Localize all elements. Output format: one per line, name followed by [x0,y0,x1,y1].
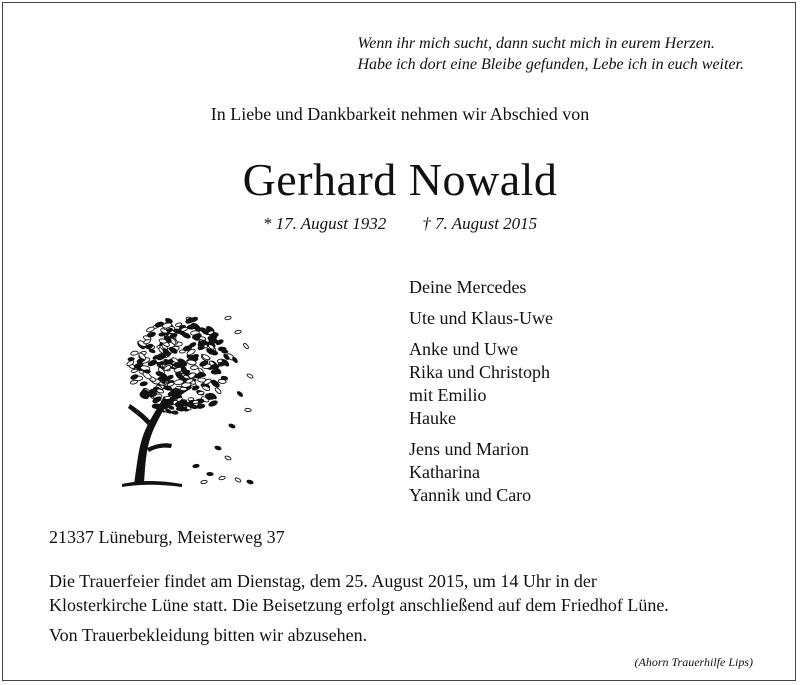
motto-verse [357,33,744,75]
funeral-service-info [49,569,669,617]
mourning-attire-note: Von Trauerbekleidung bitten wir abzusehen. [49,625,368,645]
death-date: † 7. August 2015 [422,214,538,233]
mourner-group [409,276,553,299]
mourner-name: Yannik und Caro [409,485,532,505]
intro-text: In Liebe und Dankbarkeit nehmen wir Abschied von [210,104,590,124]
mourner-name: Hauke [409,408,456,428]
mourner-name: Katharina [409,462,480,482]
mourner-name: Deine Mercedes [409,277,527,297]
family-address: 21337 Lüneburg, Meisterweg 37 [49,527,285,547]
service-line-1: Die Trauerfeier findet am Dienstag, dem 25. August 2015, um 14 Uhr in der [49,571,597,591]
mourners-list [409,276,553,515]
mourner-name: Anke und Uwe [409,339,518,359]
mourner-name: mit Emilio [409,385,487,405]
mourner-name: Ute und Klaus-Uwe [409,308,553,328]
deceased-name: Gerhard Nowald [242,154,558,205]
mourner-group [409,338,553,430]
mourner-group [409,307,553,330]
life-dates [0,214,800,234]
service-line-2: Klosterkirche Lüne statt. Die Beisetzung erfolgt anschließend auf dem Friedhof Lüne. [49,595,669,615]
mourner-group [409,438,553,507]
birth-date: * 17. August 1932 [262,214,387,233]
mourner-name: Jens und Marion [409,439,529,459]
motto-line-2: Habe ich dort eine Bleibe gefunden, Lebe ich in euch weiter. [357,56,744,73]
motto-line-1: Wenn ihr mich sucht, dann sucht mich in eurem Herzen. [357,35,715,52]
funeral-home-credit: (Ahorn Trauerhilfe Lips) [634,655,753,669]
windblown-tree-icon [100,298,260,498]
mourner-name: Rika und Christoph [409,362,551,382]
